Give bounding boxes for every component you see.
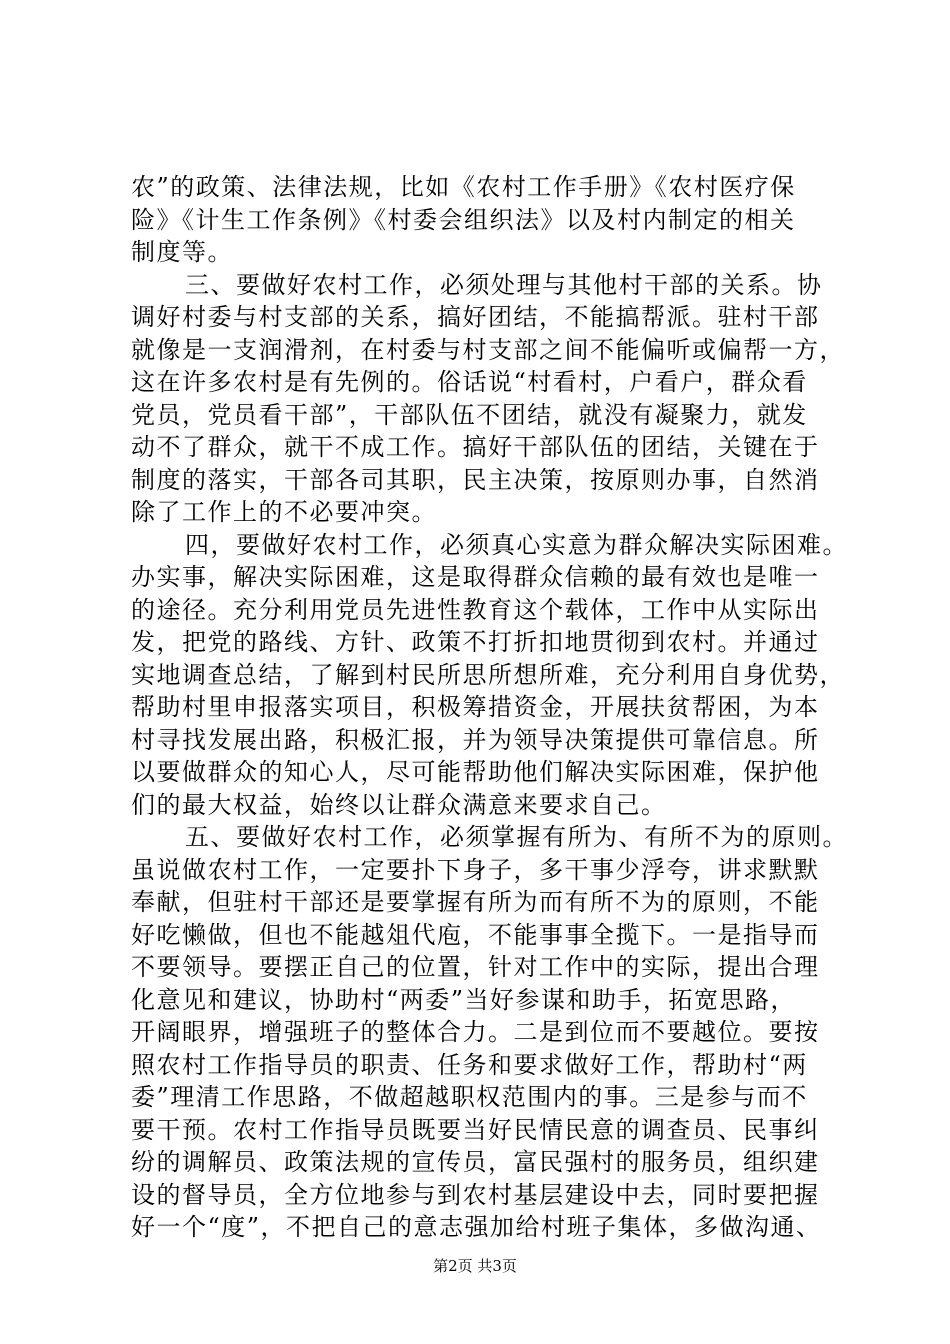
text-line: 动不了群众，就干不成工作。搞好干部队伍的团结，关键在于 bbox=[131, 433, 820, 461]
text-line: 制度的落实，干部各司其职，民主决策，按原则办事，自然消 bbox=[131, 465, 820, 494]
text-line: 照农村工作指导员的职责、任务和要求做好工作，帮助村“两 bbox=[131, 1050, 808, 1079]
text-line: 以要做群众的知心人，尽可能帮助他们解决实际困难，保护他 bbox=[131, 758, 820, 786]
text-line: 就像是一支润滑剂，在村委与村支部之间不能偏听或偏帮一方， bbox=[131, 335, 845, 364]
paragraph-first-line: 五、要做好农村工作，必须掌握有所为、有所不为的原则。 bbox=[185, 823, 848, 851]
paragraph-first-line: 四，要做好农村工作，必须真心实意为群众解决实际困难。 bbox=[185, 530, 848, 559]
text-line: 化意见和建议，协助村“两委”当好参谋和助手，拓宽思路， bbox=[131, 985, 797, 1014]
text-line: 党员，党员看干部”，干部队伍不团结，就没有凝聚力，就发 bbox=[131, 400, 808, 429]
text-line: 纷的调解员、政策法规的宣传员，富民强村的服务员，组织建 bbox=[131, 1148, 820, 1176]
text-line: 不要领导。要摆正自己的位置，针对工作中的实际，提出合理 bbox=[131, 953, 820, 981]
page-footer: 第2页 共3页 bbox=[433, 1257, 517, 1275]
text-line: 险》《计生工作条例》《村委会组织法》以及村内制定的相关 bbox=[131, 205, 796, 234]
text-line: 发，把党的路线、方针、政策不打折扣地贯彻到农村。并通过 bbox=[131, 628, 820, 656]
text-line: 农”的政策、法律法规，比如《农村工作手册》《农村医疗保 bbox=[131, 173, 796, 201]
text-line: 的途径。充分利用党员先进性教育这个载体，工作中从实际出 bbox=[131, 595, 820, 624]
text-line: 调好村委与村支部的关系，搞好团结，不能搞帮派。驻村干部 bbox=[131, 303, 820, 331]
text-line: 制度等。 bbox=[131, 238, 233, 266]
text-line: 虽说做农村工作，一定要扑下身子，多干事少浮夸，讲求默默 bbox=[131, 855, 820, 884]
text-line: 奉献，但驻村干部还是要掌握有所为而有所不为的原则，不能 bbox=[131, 888, 820, 916]
text-line: 好吃懒做，但也不能越俎代庖，不能事事全揽下。一是指导而 bbox=[131, 920, 820, 949]
text-line: 帮助村里申报落实项目，积极筹措资金，开展扶贫帮困，为本 bbox=[131, 693, 820, 721]
text-line: 村寻找发展出路，积极汇报，并为领导决策提供可靠信息。所 bbox=[131, 725, 820, 754]
text-line: 实地调查总结，了解到村民所思所想所难，充分利用自身优势， bbox=[131, 660, 845, 689]
text-line: 开阔眼界，增强班子的整体合力。二是到位而不要越位。要按 bbox=[131, 1018, 820, 1046]
text-line: 要干预。农村工作指导员既要当好民情民意的调查员、民事纠 bbox=[131, 1115, 820, 1144]
text-line: 这在许多农村是有先例的。俗话说“村看村，户看户，群众看 bbox=[131, 368, 808, 396]
text-line: 委”理清工作思路，不做超越职权范围内的事。三是参与而不 bbox=[131, 1083, 808, 1111]
text-line: 设的督导员，全方位地参与到农村基层建设中去，同时要把握 bbox=[131, 1180, 820, 1209]
text-line: 办实事，解决实际困难，这是取得群众信赖的最有效也是唯一 bbox=[131, 563, 820, 591]
text-line: 除了工作上的不必要冲突。 bbox=[131, 498, 437, 526]
document-body bbox=[131, 171, 853, 1244]
text-line: 好一个“度”，不把自己的意志强加给村班子集体，多做沟通、 bbox=[131, 1213, 822, 1241]
paragraph-first-line: 三、要做好农村工作，必须处理与其他村干部的关系。协 bbox=[185, 270, 823, 299]
text-line: 们的最大权益，始终以让群众满意来要求自己。 bbox=[131, 790, 667, 819]
